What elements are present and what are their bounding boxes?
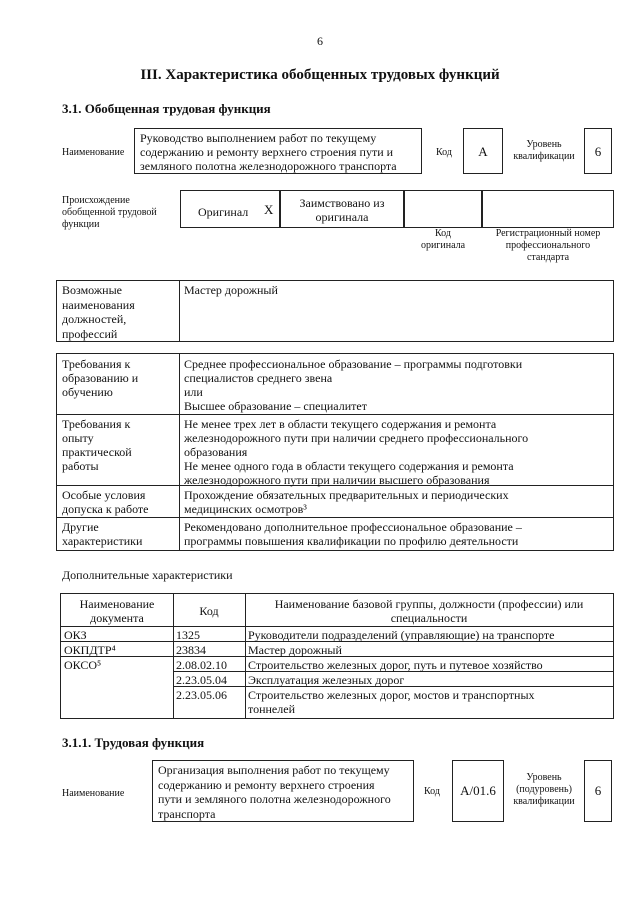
additional-table — [60, 593, 614, 719]
tf-code-label: Код — [424, 786, 440, 797]
gtf-code-box — [463, 128, 503, 174]
positions-value: Мастер дорожный — [184, 283, 278, 297]
origin-code-box — [404, 190, 482, 228]
req-label-other: Другие характеристики — [62, 520, 143, 548]
table-row-code: 2.23.05.04 — [176, 673, 227, 687]
tf-code-value: А/01.6 — [460, 783, 496, 798]
subsection-311-heading: 3.1.1. Трудовая функция — [62, 735, 205, 750]
original-box — [180, 190, 280, 228]
table-row-code: 23834 — [176, 643, 206, 657]
table-row-name: Строительство железных дорог, путь и путевое хозяйство — [248, 658, 543, 672]
section-title: III. Характеристика обобщенных трудовых функций — [140, 67, 500, 83]
req-value-experience: Не менее трех лет в области текущего содержания и ремонта железнодорожного пути при наличии среднего профессионального образования Не менее одного года в области текущего содержания и ремонта железнодорожного пути при наличии высшего образования — [184, 417, 529, 487]
requirements-table — [56, 353, 614, 551]
gtf-name-box — [134, 128, 422, 174]
table-row-code: 2.08.02.10 — [176, 658, 227, 672]
table-row-code: 1325 — [176, 628, 200, 642]
tf-name-value: Организация выполнения работ по текущему содержанию и ремонту верхнего строения пути и земляного полотна железнодорожного транспорта — [158, 763, 391, 821]
tf-name-box — [152, 760, 414, 822]
add-header-name: Наименование базовой группы, должности (профессии) или специальности — [274, 597, 584, 625]
table-row-name: Мастер дорожный — [248, 643, 342, 657]
req-label-experience: Требования к опыту практической работы — [62, 417, 132, 473]
tf-level-box — [584, 760, 612, 822]
table-row-doc: ОКПДТР⁴ — [64, 643, 116, 657]
level-label: Уровень квалификации — [513, 139, 575, 162]
gtf-code-value: А — [478, 144, 488, 159]
req-value-education: Среднее профессиональное образование – программы подготовки специалистов среднего звена или Высшее образование – специалитет — [184, 357, 523, 413]
table-row-name: Руководители подразделений (управляющие) на транспорте — [248, 628, 555, 642]
table-row-name: Эксплуатация железных дорог — [248, 673, 405, 687]
table-row-code: 2.23.05.06 — [176, 688, 227, 702]
code-label: Код — [436, 147, 452, 158]
tf-name-label: Наименование — [62, 788, 125, 799]
origin-label: Происхождение обобщенной трудовой функции — [62, 195, 157, 230]
positions-label: Возможные наименования должностей, профессий — [62, 283, 135, 341]
original-label: Оригинал — [198, 205, 249, 219]
borrowed-label: Заимствовано из оригинала — [299, 196, 385, 224]
gtf-level-box — [584, 128, 612, 174]
gtf-level-value: 6 — [594, 144, 602, 159]
borrowed-box — [280, 190, 404, 228]
req-label-education: Требования к образованию и обучению — [62, 357, 139, 399]
subsection-heading: 3.1. Обобщенная трудовая функция — [62, 101, 271, 116]
req-label-special: Особые условия допуска к работе — [62, 488, 149, 516]
original-mark: X — [264, 202, 274, 217]
reg-number-box — [482, 190, 614, 228]
add-header-code: Код — [199, 604, 219, 618]
table-row-doc: ОКСО⁵ — [64, 658, 102, 672]
name-label: Наименование — [62, 147, 125, 158]
tf-level-label: Уровень (подуровень) квалификации — [513, 772, 575, 807]
req-value-other: Рекомендовано дополнительное профессиональное образование – программы повышения квалификации по профилю деятельности — [184, 520, 522, 548]
page-number: 6 — [317, 34, 323, 48]
gtf-name-value: Руководство выполнением работ по текущему содержанию и ремонту верхнего строения пути и земляного полотна железнодорожного транспорта — [140, 131, 397, 173]
table-row-doc: ОКЗ — [64, 628, 87, 642]
origin-code-caption: Код оригинала — [420, 228, 466, 251]
table-row-name: Строительство железных дорог, мостов и транспортных тоннелей — [248, 688, 535, 716]
reg-number-caption: Регистрационный номер профессионального стандарта — [495, 228, 601, 263]
tf-code-box — [452, 760, 504, 822]
req-value-special: Прохождение обязательных предварительных и периодических медицинских осмотров³ — [184, 488, 509, 516]
tf-level-value: 6 — [594, 783, 602, 798]
add-header-doc: Наименование документа — [79, 597, 155, 625]
positions-table — [56, 280, 614, 342]
additional-title: Дополнительные характеристики — [62, 568, 233, 582]
